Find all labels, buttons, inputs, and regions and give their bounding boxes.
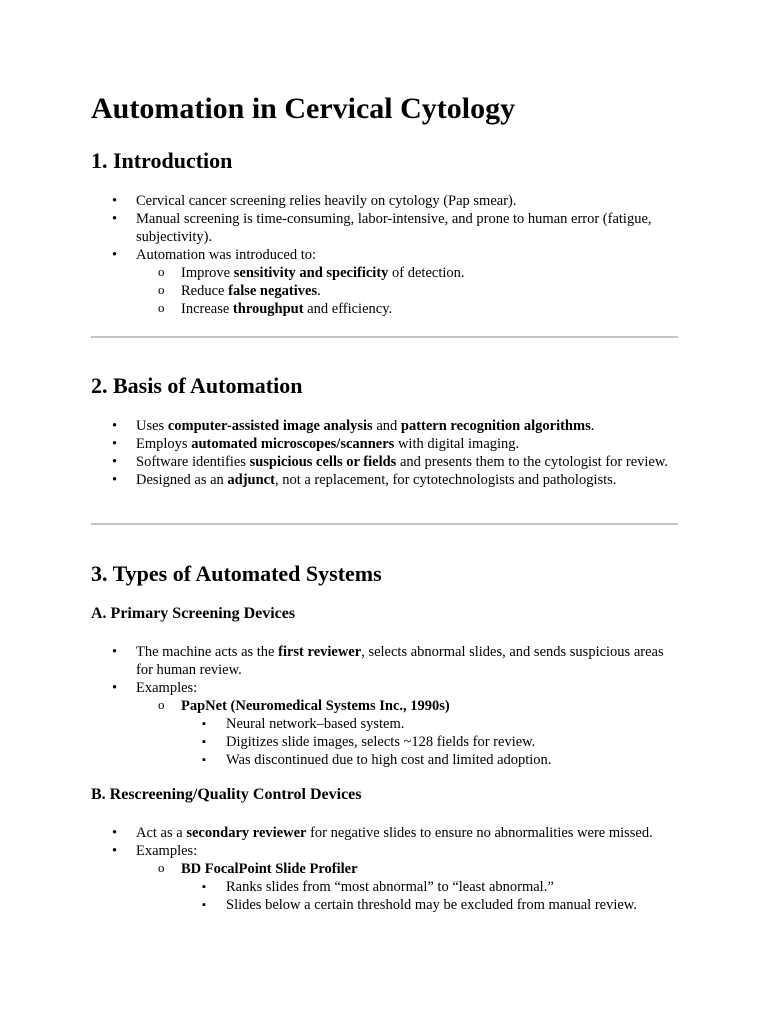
list-item: • Automation was introduced to: [91,246,678,264]
list-item: • Cervical cancer screening relies heavily on cytology (Pap smear). [91,192,678,210]
list-item: • Designed as an adjunct, not a replacement, for cytotechnologists and pathologists. [91,471,678,489]
list-item: • Examples: [91,679,678,697]
section-heading-introduction: 1. Introduction [91,148,233,173]
detail-list-item: ▪ Neural network–based system. [91,715,678,733]
section-heading-types-of-systems: 3. Types of Automated Systems [91,561,382,586]
rescreening-list [91,824,678,914]
subsection-heading-rescreening: B. Rescreening/Quality Control Devices [91,786,362,803]
sub-list-item: o Increase throughput and efficiency. [91,300,678,318]
sub-list-item: o BD FocalPoint Slide Profiler [91,860,678,878]
list-item: • Examples: [91,842,678,860]
detail-list-item: ▪ Ranks slides from “most abnormal” to “least abnormal.” [91,878,678,896]
list-item: • Employs automated microscopes/scanners with digital imaging. [91,435,678,453]
list-item: • Act as a secondary reviewer for negative slides to ensure no abnormalities were missed. [91,824,678,842]
introduction-list [91,192,678,318]
section-divider [91,523,678,525]
detail-list-item: ▪ Was discontinued due to high cost and limited adoption. [91,751,678,769]
sub-list-item: o PapNet (Neuromedical Systems Inc., 1990s) [91,697,678,715]
section-divider [91,336,678,338]
list-item: • Uses computer-assisted image analysis and pattern recognition algorithms. [91,417,678,435]
subsection-heading-primary-screening: A. Primary Screening Devices [91,605,296,622]
list-item: • Manual screening is time-consuming, labor-intensive, and prone to human error (fatigue, subjectivity). [91,210,678,246]
primary-screening-list [91,643,678,769]
sub-list-item: o Improve sensitivity and specificity of detection. [91,264,678,282]
detail-list-item: ▪ Slides below a certain threshold may be excluded from manual review. [91,896,678,914]
detail-list-item: ▪ Digitizes slide images, selects ~128 fields for review. [91,733,678,751]
list-item: • The machine acts as the first reviewer, selects abnormal slides, and sends suspicious areas for human review. [91,643,678,679]
section-heading-basis-of-automation: 2. Basis of Automation [91,373,303,398]
sub-list-item: o Reduce false negatives. [91,282,678,300]
document-title: Automation in Cervical Cytology [91,92,516,125]
list-item: • Software identifies suspicious cells or fields and presents them to the cytologist for review. [91,453,678,471]
basis-list [91,417,678,489]
